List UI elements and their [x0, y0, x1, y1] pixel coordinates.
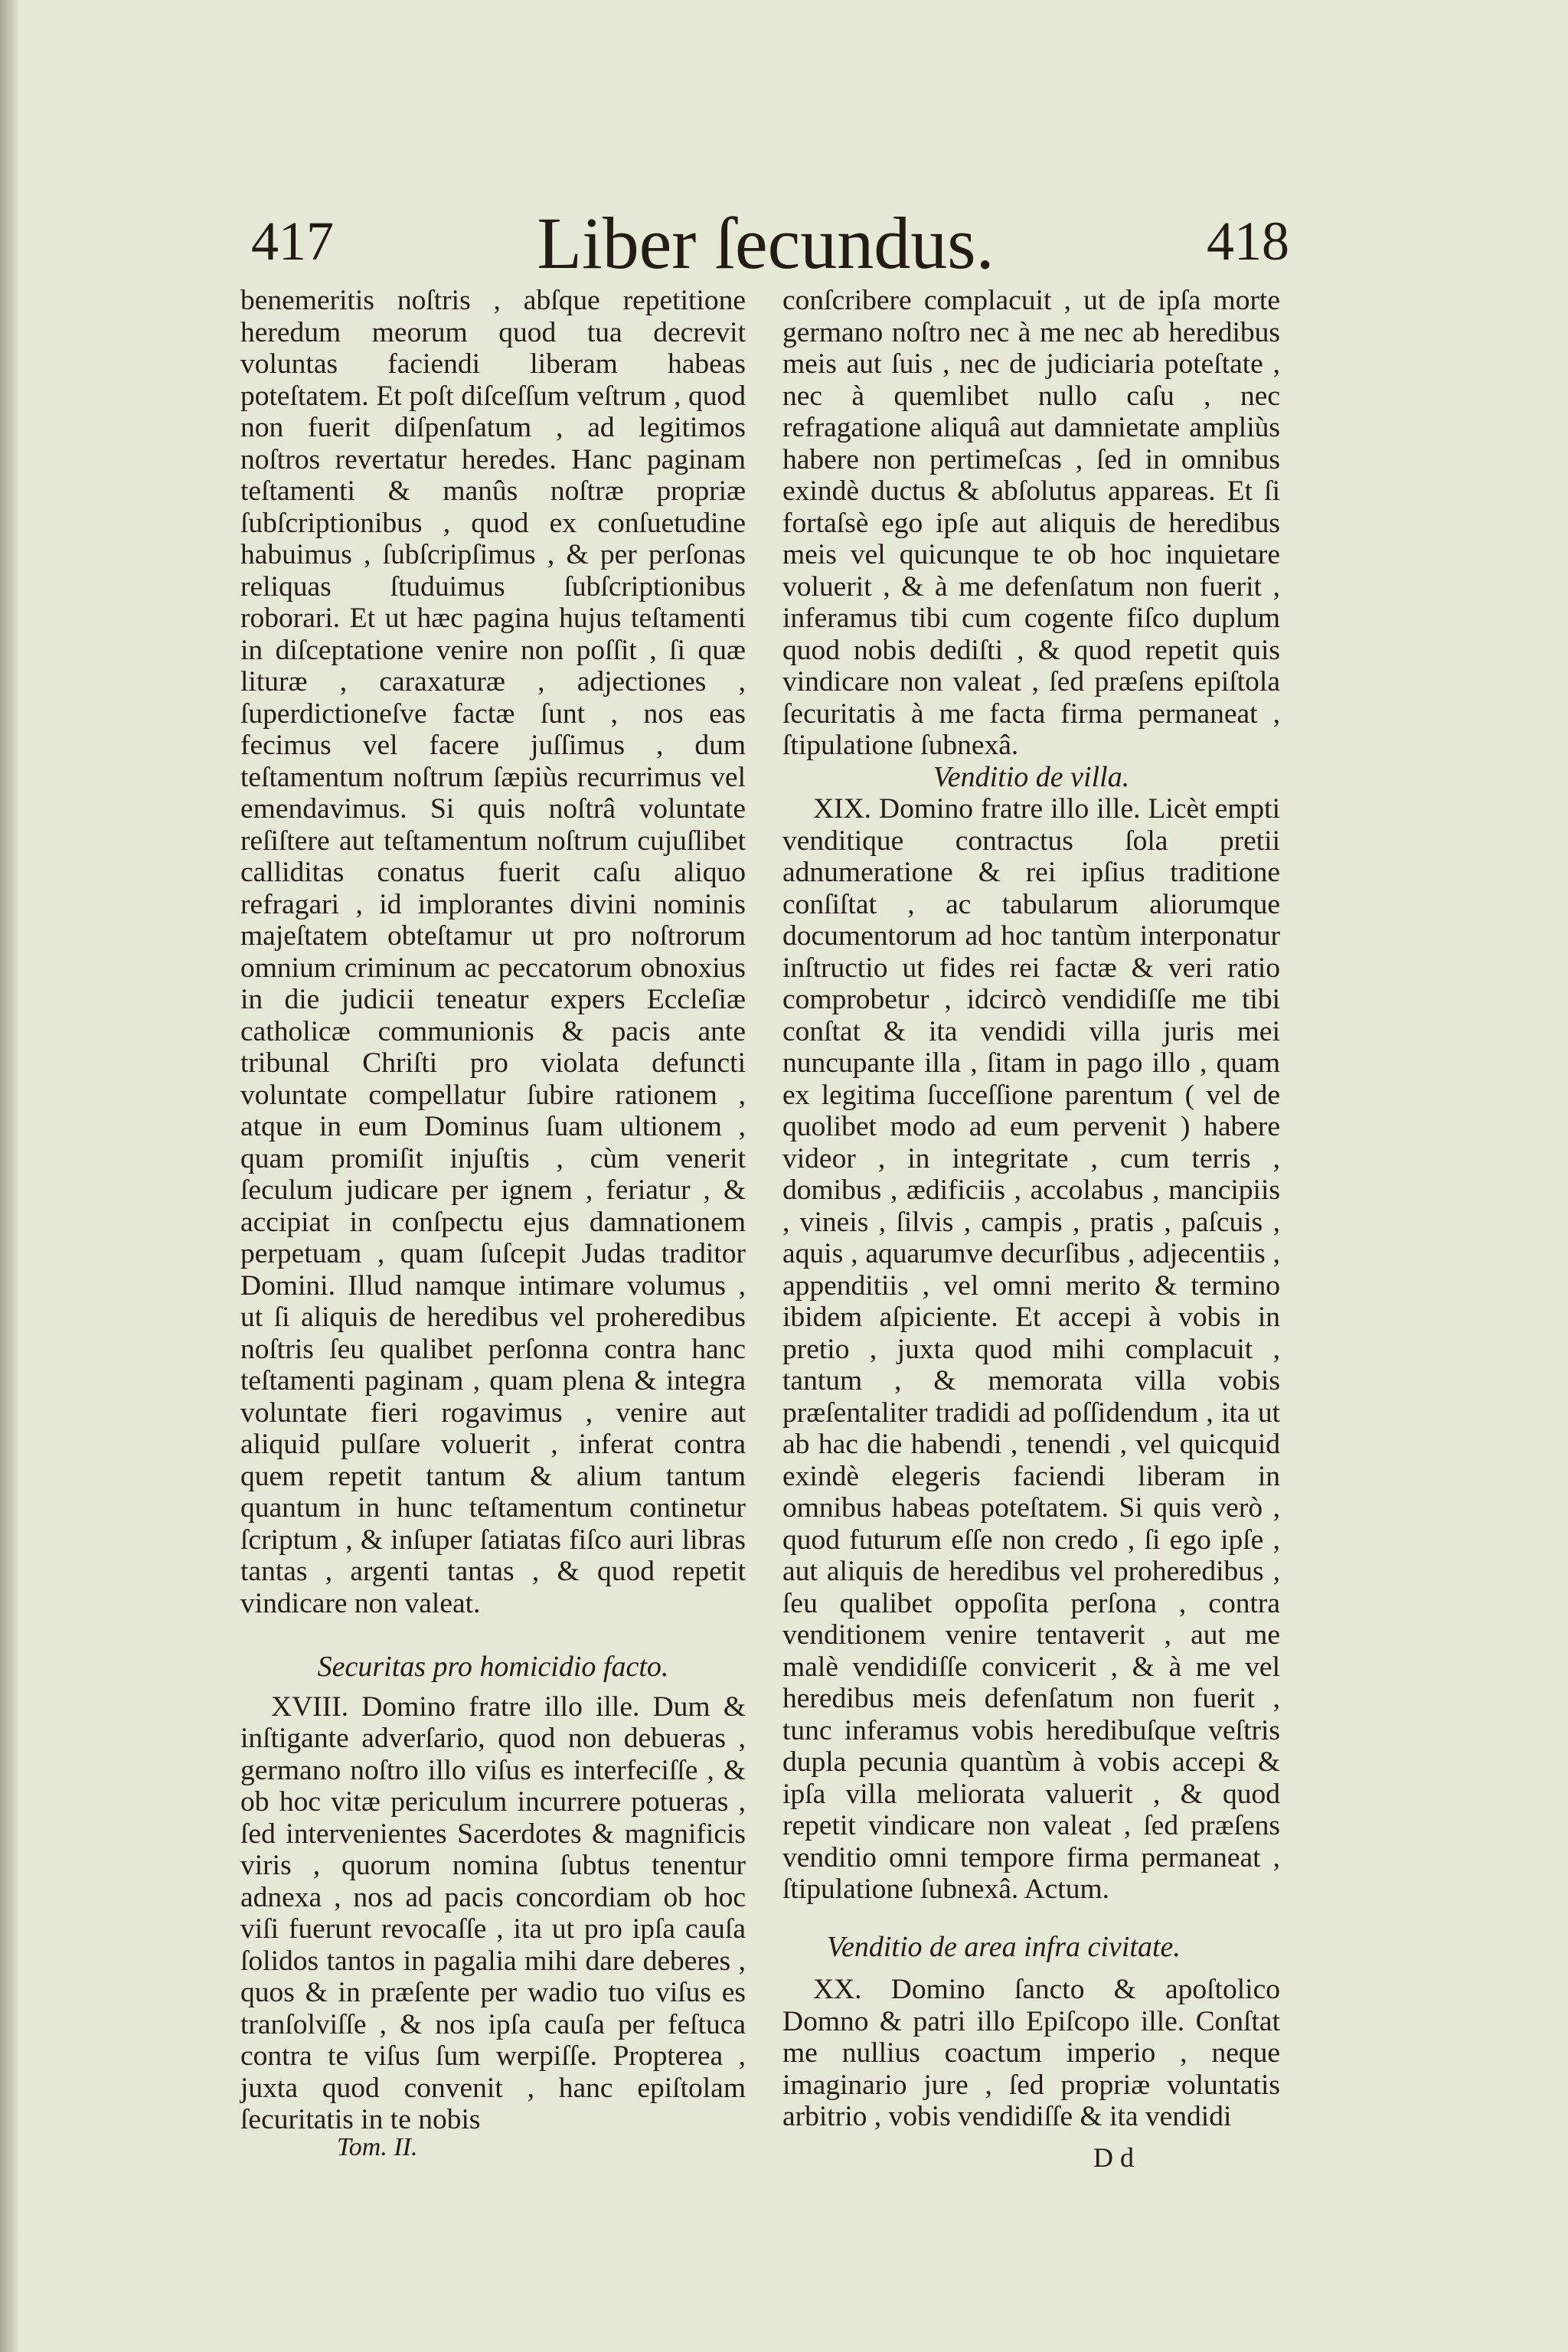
tome-label: Tom. II.	[337, 2133, 418, 2161]
left-column	[240, 285, 746, 2136]
book-title: Liber ſecundus.	[537, 202, 995, 284]
page-number-left: 417	[251, 211, 334, 272]
page-number-right: 418	[1207, 211, 1289, 272]
heading-venditio-area: Venditio de area infra civitate.	[827, 1930, 1181, 1963]
paragraph-securitas-end: conſcribere complacuit , ut de ipſa morte germano noſtro nec à me nec ab heredibus meis aut ſuis , nec de judiciaria poteſtate , nec à quemlibet nullo caſu , nec refragatione aliquâ aut damnietate ampliùs habere non pertimeſcas , ſed in omnibus exindè ductus & abſolutus appareas. Et ſi fortaſsè ego ipſe aut aliquis de heredibus meis vel quicunque te ob hoc inquietare voluerit , & à me defenſatum non fuerit , inferamus tibi cum cogente fiſco duplum quod nobis dediſti , & quod repetit quis vindicare non valeat , ſed præſens epiſtola ſecuritatis à me facta firma permaneat , ſtipulatione ſubnexâ.	[782, 285, 1280, 761]
heading-venditio-villa: Venditio de villa.	[933, 760, 1130, 793]
running-head	[230, 201, 1302, 285]
paragraph-xix: XIX. Domino fratre illo ille. Licèt empti venditique contractus ſola pretii adnumeratione & rei ipſius traditione conſiſtat , ac tabularum aliorumque documentorum ad hoc tantùm interponatur inſtructio ut fides rei factæ & veri ratio comprobetur , idcircò vendidiſſe me tibi conſtat & ita vendidi villa juris mei nuncupante illa , ſitam in pago illo , quam ex legitima ſucceſſione parentum ( vel de quolibet modo ad eum pervenit ) habere videor , in integritate , cum terris , domibus , ædificiis , accolabus , mancipiis , vineis , ſilvis , campis , pratis , paſcuis , aquis , aquarumve decurſibus , adjecentiis , appenditiis , vel omni merito & termino ibidem aſpiciente. Et accepi à vobis in pretio , juxta quod mihi complacuit , tantum , & memorata villa vobis præſentaliter tradidi ad poſſidendum , ita ut ab hac die habendi , tenendi , vel quicquid exindè elegeris faciendi liberam in omnibus habeas poteſtatem. Si quis verò , quod futurum eſſe non credo , ſi ego ipſe , aut aliquis de heredibus vel proheredibus , ſeu qualibet oppoſita perſona , contra venditionem venire tentaverit , aut me malè vendidiſſe convicerit , & à me vel heredibus meis defenſatum non fuerit , tunc inferamus vobis heredibuſque veſtris dupla pecunia quantùm à vobis accepi & ipſa villa meliorata valuerit , & quod repetit vindicare non valeat , ſed præſens venditio omni tempore firma permaneat , ſtipulatione ſubnexâ. Actum.	[782, 793, 1280, 1905]
paragraph-xx: XX. Domino ſancto & apoſtolico Domno & patri illo Epiſcopo ille. Conſtat me nullius coactum imperio , neque imaginario jure , ſed propriæ voluntatis arbitrio , vobis vendidiſſe & ita vendidi	[782, 1974, 1280, 2132]
page-binding-shadow	[0, 0, 20, 2352]
paragraph-xviii: XVIII. Domino fratre illo ille. Dum & inſtigante adverſario, quod non debueras , germano noſtro illo viſus es interfeciſſe , & ob hoc vitæ periculum incurrere potueras , ſed intervenientes Sacerdotes & magnificis viris , quorum nomina ſubtus tenentur adnexa , nos ad pacis concordiam ob hoc viſi fuerunt revocaſſe , ita ut pro ipſa cauſa ſolidos tantos in pagalia mihi dare deberes , quos & in præſente per wadio tuo viſus es tranſolviſſe , & nos ipſa cauſa per feſtuca contra te viſus ſum werpiſſe. Propterea , juxta quod convenit , hanc epiſtolam ſecuritatis in te nobis	[240, 1690, 746, 2135]
signature-mark: D d	[1093, 2142, 1134, 2173]
heading-securitas: Securitas pro homicidio facto.	[317, 1651, 669, 1683]
paragraph-testament-end: benemeritis noſtris , abſque repetitione heredum meorum quod tua decrevit voluntas faciendi liberam habeas poteſtatem. Et poſt diſceſſum veſtrum , quod non fuerit diſpenſatum , ad legitimos noſtros revertatur heredes. Hanc paginam teſtamenti & manûs noſtræ propriæ ſubſcriptionibus , quod ex conſuetudine habuimus , ſubſcripſimus , & per perſonas reliquas ſtuduimus ſubſcriptionibus roborari. Et ut hæc pagina hujus teſtamenti in diſceptatione venire non poſſit , ſi quæ lituræ , caraxaturæ , adjectiones , ſuperdictioneſve factæ ſunt , nos eas fecimus vel facere juſſimus , dum teſtamentum noſtrum ſæpiùs recurrimus vel emendavimus. Si quis noſtrâ voluntate reſiſtere aut teſtamentum noſtrum cujuſlibet calliditas conatus fuerit caſu aliquo refragari , id implorantes divini nominis majeſtatem obteſtamur ut pro noſtrorum omnium criminum ac peccatorum obnoxius in die judicii teneatur expers Eccleſiæ catholicæ communionis & pacis ante tribunal Chriſti pro violata defuncti voluntate compellatur ſubire rationem , atque in eum Dominus ſuam ultionem , quam promiſit injuſtis , cùm venerit ſeculum judicare per ignem , feriatur , & accipiat in conſpectu ejus damnationem perpetuam , quam ſuſcepit Judas traditor Domini. Illud namque intimare volumus , ut ſi aliquis de heredibus vel proheredibus noſtris ſeu qualibet perſonna contra hanc teſtamenti paginam , quam plena & integra voluntate fieri rogavimus , venire aut aliquid pulſare voluerit , inferat contra quem repetit tantum & alium tantum quantum in hunc teſtamentum continetur ſcriptum , & inſuper ſatiatas fiſco auri libras tantas , argenti tantas , & quod repetit vindicare non valeat.	[240, 285, 746, 1619]
right-column	[782, 285, 1280, 2133]
